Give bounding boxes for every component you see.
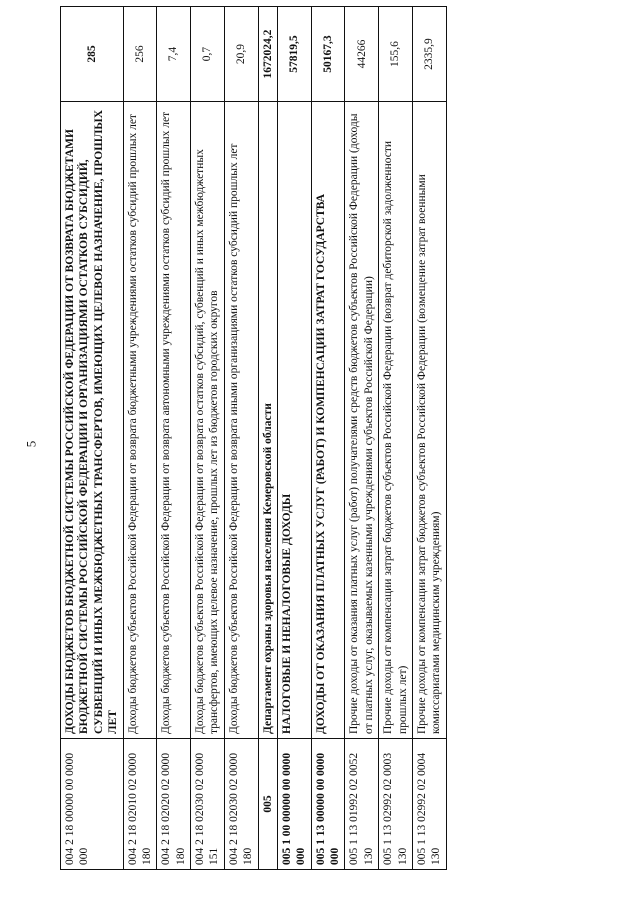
value-cell: 2335,9 (412, 7, 446, 102)
name-cell: ДОХОДЫ ОТ ОКАЗАНИЯ ПЛАТНЫХ УСЛУГ (РАБОТ) И КОМПЕНСАЦИИ ЗАТРАТ ГОСУДАРСТВА (311, 102, 345, 739)
name-cell: ДОХОДЫ БЮДЖЕТОВ БЮДЖЕТНОЙ СИСТЕМЫ РОССИЙСКОЙ ФЕДЕРАЦИИ ОТ ВОЗВРАТА БЮДЖЕТАМИ БЮДЖЕТНОЙ СИСТЕМЫ РОССИЙСКОЙ ФЕДЕРАЦИИ И ОРГАНИЗАЦИЯМИ ОСТАТКОВ СУБСИДИЙ, СУБВЕНЦИЙ И ИНЫХ МЕЖБЮДЖЕТНЫХ ТРАНСФЕРТОВ, ИМЕЮЩИХ ЦЕЛЕВОЕ НАЗНАЧЕНИЕ, ПРОШЛЫХ ЛЕТ (61, 102, 124, 739)
code-cell: 005 1 13 01992 02 0052 130 (345, 739, 379, 870)
name-cell: Прочие доходы от оказания платных услуг (работ) получателями средств бюджетов субъектов Российской Федерации (доходы от платных услуг, оказываемых казенными учреждениями субъектов Российской Федерации) (345, 102, 379, 739)
code-cell: 004 2 18 02030 02 0000 151 (191, 739, 225, 870)
table-row (61, 7, 124, 870)
name-cell: Прочие доходы от компенсации затрат бюджетов субъектов Российской Федерации (возврат дебиторской задолженности прошлых лет) (379, 102, 413, 739)
table-row (157, 7, 191, 870)
table-row (345, 7, 379, 870)
value-cell: 57819,5 (277, 7, 311, 102)
revenue-table-body (61, 7, 447, 870)
value-cell: 44266 (345, 7, 379, 102)
value-cell: 50167,3 (311, 7, 345, 102)
name-cell: Доходы бюджетов субъектов Российской Федерации от возврата бюджетными учреждениями остатков субсидий прошлых лет (123, 102, 157, 739)
code-cell: 005 (258, 739, 277, 870)
value-cell: 256 (123, 7, 157, 102)
name-cell: Доходы бюджетов субъектов Российской Федерации от возврата остатков субсидий, субвенций и иных межбюджетных трансфертов, имеющих целевое назначение, прошлых лет из бюджетов городских округов (191, 102, 225, 739)
page-number: 5 (23, 440, 39, 448)
code-cell: 005 1 00 00000 00 0000 000 (277, 739, 311, 870)
value-cell: 1672024,2 (258, 7, 277, 102)
name-cell: Доходы бюджетов субъектов Российской Федерации от возврата иными организациями остатков субсидий прошлых лет (224, 102, 258, 739)
revenue-table (60, 6, 447, 870)
table-row (258, 7, 277, 870)
code-cell: 004 2 18 02020 02 0000 180 (157, 739, 191, 870)
value-cell: 7,4 (157, 7, 191, 102)
table-row (311, 7, 345, 870)
table-row (412, 7, 446, 870)
code-cell: 005 1 13 02992 02 0003 130 (379, 739, 413, 870)
value-cell: 0,7 (191, 7, 225, 102)
code-cell: 004 2 18 02010 02 0000 180 (123, 739, 157, 870)
name-cell: Доходы бюджетов субъектов Российской Федерации от возврата автономными учреждениями остатков субсидий прошлых лет (157, 102, 191, 739)
rotated-table-container (60, 29, 580, 870)
code-cell: 004 2 18 02030 02 0000 180 (224, 739, 258, 870)
code-cell: 004 2 18 00000 00 0000 000 (61, 739, 124, 870)
value-cell: 20,9 (224, 7, 258, 102)
table-row (277, 7, 311, 870)
name-cell: Департамент охраны здоровья населения Кемеровской области (258, 102, 277, 739)
table-row (123, 7, 157, 870)
value-cell: 285 (61, 7, 124, 102)
table-row (191, 7, 225, 870)
table-row (224, 7, 258, 870)
value-cell: 155,6 (379, 7, 413, 102)
name-cell: Прочие доходы от компенсации затрат бюджетов субъектов Российской Федерации (возмещение затрат военными комиссариатами медицинским учреждениям) (412, 102, 446, 739)
name-cell: НАЛОГОВЫЕ И НЕНАЛОГОВЫЕ ДОХОДЫ (277, 102, 311, 739)
code-cell: 005 1 13 02992 02 0004 130 (412, 739, 446, 870)
code-cell: 005 1 13 00000 00 0000 000 (311, 739, 345, 870)
table-row (379, 7, 413, 870)
